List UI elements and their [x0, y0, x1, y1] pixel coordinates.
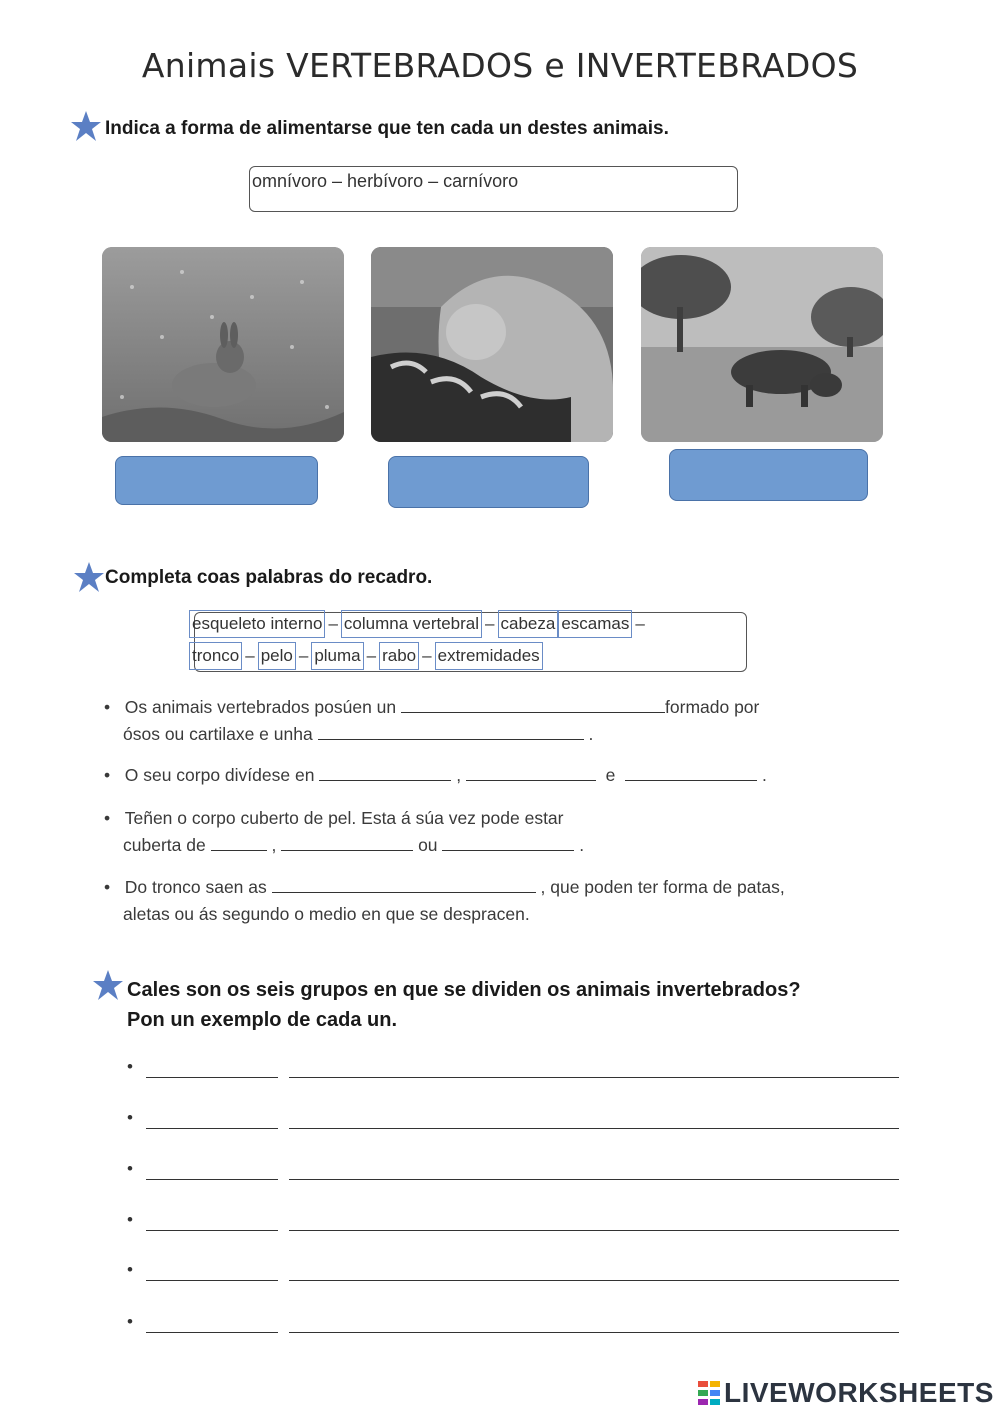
- sentence-1: • Os animais vertebrados posúen un formado por ósos ou cartilaxe e unha .: [104, 694, 759, 748]
- list-bullet: •: [127, 1260, 133, 1279]
- group-name-line[interactable]: [146, 1332, 278, 1333]
- section3-heading-line1: Cales son os seis grupos en que se dividen os animais invertebrados?: [127, 979, 801, 1001]
- star-icon: [92, 969, 124, 1001]
- blank[interactable]: [442, 832, 574, 851]
- blank[interactable]: [319, 762, 451, 781]
- word-bank-row-2: tronco – pelo – pluma – rabo – extremidades: [189, 642, 543, 670]
- word-chip[interactable]: pelo: [258, 642, 296, 670]
- group-name-line[interactable]: [146, 1128, 278, 1129]
- sentence-4: • Do tronco saen as , que poden ter forma de patas, aletas ou ás segundo o medio en que se despracen.: [104, 874, 785, 928]
- answer-box-pig[interactable]: [669, 449, 868, 501]
- blank[interactable]: [401, 694, 665, 713]
- group-example-line[interactable]: [289, 1332, 899, 1333]
- group-example-line[interactable]: [289, 1179, 899, 1180]
- word-chip[interactable]: escamas: [558, 610, 632, 638]
- list-bullet: •: [127, 1108, 133, 1127]
- blank[interactable]: [211, 832, 267, 851]
- section3-heading: [127, 975, 801, 1035]
- star-icon: [70, 110, 102, 142]
- rabbit-photo: [102, 247, 344, 442]
- star-icon: [73, 561, 105, 593]
- section2-heading: Completa coas palabras do recadro.: [105, 567, 433, 588]
- blank[interactable]: [625, 762, 757, 781]
- section1-heading: Indica a forma de alimentarse que ten cada un destes animais.: [105, 118, 669, 139]
- section3-heading-line2: Pon un exemplo de cada un.: [127, 1009, 398, 1031]
- word-chip[interactable]: cabeza: [498, 610, 559, 638]
- answer-box-rabbit[interactable]: [115, 456, 318, 505]
- lioness-photo: [371, 247, 613, 442]
- blank[interactable]: [281, 832, 413, 851]
- list-bullet: •: [127, 1057, 133, 1076]
- word-bank-row-1: esqueleto interno – columna vertebral – cabeza escamas –: [189, 610, 648, 638]
- group-example-line[interactable]: [289, 1230, 899, 1231]
- word-chip[interactable]: rabo: [379, 642, 419, 670]
- answer-box-lioness[interactable]: [388, 456, 589, 508]
- word-chip[interactable]: columna vertebral: [341, 610, 482, 638]
- sentence-3: • Teñen o corpo cuberto de pel. Esta á súa vez pode estar cuberta de , ou .: [104, 808, 585, 855]
- group-example-line[interactable]: [289, 1280, 899, 1281]
- list-bullet: •: [127, 1210, 133, 1229]
- liveworksheets-logo-icon: [698, 1381, 722, 1407]
- group-name-line[interactable]: [146, 1230, 278, 1231]
- pig-photo: [641, 247, 883, 442]
- word-chip[interactable]: tronco: [189, 642, 242, 670]
- blank[interactable]: [272, 874, 536, 893]
- word-bank-box: [249, 166, 738, 212]
- word-chip[interactable]: pluma: [311, 642, 363, 670]
- group-name-line[interactable]: [146, 1077, 278, 1078]
- blank[interactable]: [318, 721, 584, 740]
- word-bank-text: omnívoro – herbívoro – carnívoro: [252, 171, 519, 191]
- group-name-line[interactable]: [146, 1179, 278, 1180]
- group-example-line[interactable]: [289, 1077, 899, 1078]
- word-chip[interactable]: esqueleto interno: [189, 610, 325, 638]
- word-chip[interactable]: extremidades: [435, 642, 543, 670]
- liveworksheets-logo: LIVEWORKSHEETS: [724, 1377, 994, 1408]
- sentence-2: • O seu corpo divídese en , e .: [104, 762, 767, 789]
- list-bullet: •: [127, 1312, 133, 1331]
- group-name-line[interactable]: [146, 1280, 278, 1281]
- list-bullet: •: [127, 1159, 133, 1178]
- page-title: Animais VERTEBRADOS e INVERTEBRADOS: [141, 46, 859, 85]
- blank[interactable]: [466, 762, 596, 781]
- group-example-line[interactable]: [289, 1128, 899, 1129]
